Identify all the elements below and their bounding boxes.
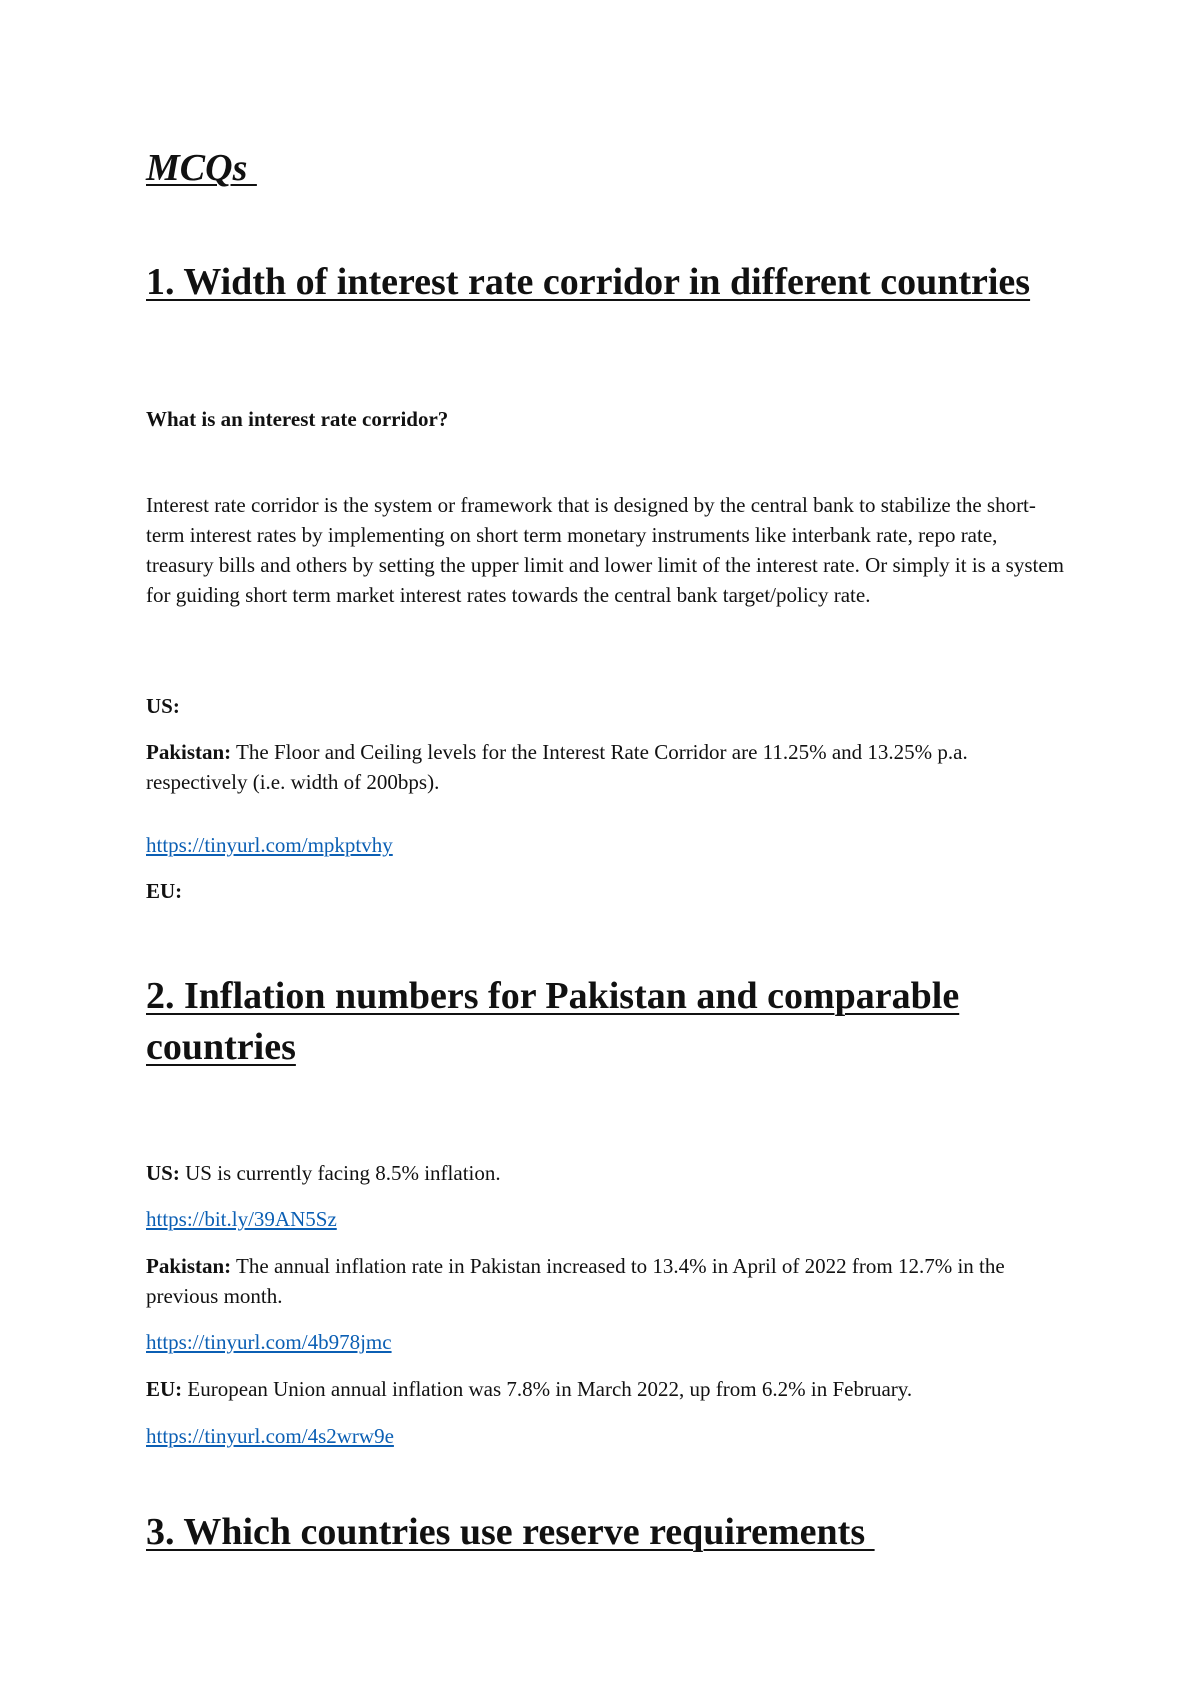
section-2-pakistan-entry bbox=[146, 1251, 1066, 1311]
us-text: US is currently facing 8.5% inflation. bbox=[179, 1161, 501, 1185]
section-2-eu-link-row bbox=[146, 1421, 1066, 1451]
eu-label: EU: bbox=[146, 879, 183, 903]
page-title: MCQs bbox=[146, 147, 257, 189]
section-1-eu-entry bbox=[146, 876, 1066, 906]
section-1-pakistan-entry bbox=[146, 737, 1066, 797]
pakistan-text: The annual inflation rate in Pakistan increased to 13.4% in April of 2022 from 12.7% in the previous month. bbox=[146, 1254, 1005, 1308]
section-1-us-entry bbox=[146, 691, 1066, 721]
us-inflation-link[interactable]: https://bit.ly/39AN5Sz bbox=[146, 1207, 337, 1231]
section-2-us-link-row bbox=[146, 1204, 1066, 1234]
pakistan-text: The Floor and Ceiling levels for the Interest Rate Corridor are 11.25% and 13.25% p.a. respectively (i.e. width of 200bps). bbox=[146, 740, 968, 794]
pakistan-label: Pakistan: bbox=[146, 740, 232, 764]
section-2-pakistan-link-row bbox=[146, 1327, 1066, 1357]
section-2-us-entry bbox=[146, 1158, 1066, 1188]
section-2-eu-entry bbox=[146, 1374, 1066, 1404]
section-1-definition: Interest rate corridor is the system or framework that is designed by the central bank to stabilize the short-term interest rates by implementing on short term monetary instruments like interbank rate, repo rate, treasury bills and others by setting the upper limit and lower limit of the interest rate. Or simply it is a system for guiding short term market interest rates towards the central bank target/policy rate. bbox=[146, 493, 1064, 607]
us-label: US: bbox=[146, 694, 180, 718]
section-1-question: What is an interest rate corridor? bbox=[146, 407, 449, 431]
pakistan-inflation-link[interactable]: https://tinyurl.com/4b978jmc bbox=[146, 1330, 392, 1354]
eu-text: European Union annual inflation was 7.8% in March 2022, up from 6.2% in February. bbox=[182, 1377, 913, 1401]
section-2-heading: 2. Inflation numbers for Pakistan and comparable countries bbox=[146, 975, 960, 1068]
us-label: US: bbox=[146, 1161, 180, 1185]
section-3-heading: 3. Which countries use reserve requirements bbox=[146, 1511, 875, 1553]
pakistan-corridor-link[interactable]: https://tinyurl.com/mpkptvhy bbox=[146, 833, 393, 857]
pakistan-label: Pakistan: bbox=[146, 1254, 232, 1278]
eu-label: EU: bbox=[146, 1377, 183, 1401]
section-1-pakistan-link-row bbox=[146, 830, 1066, 860]
eu-inflation-link[interactable]: https://tinyurl.com/4s2wrw9e bbox=[146, 1424, 394, 1448]
section-1-heading: 1. Width of interest rate corridor in different countries bbox=[146, 261, 1031, 303]
